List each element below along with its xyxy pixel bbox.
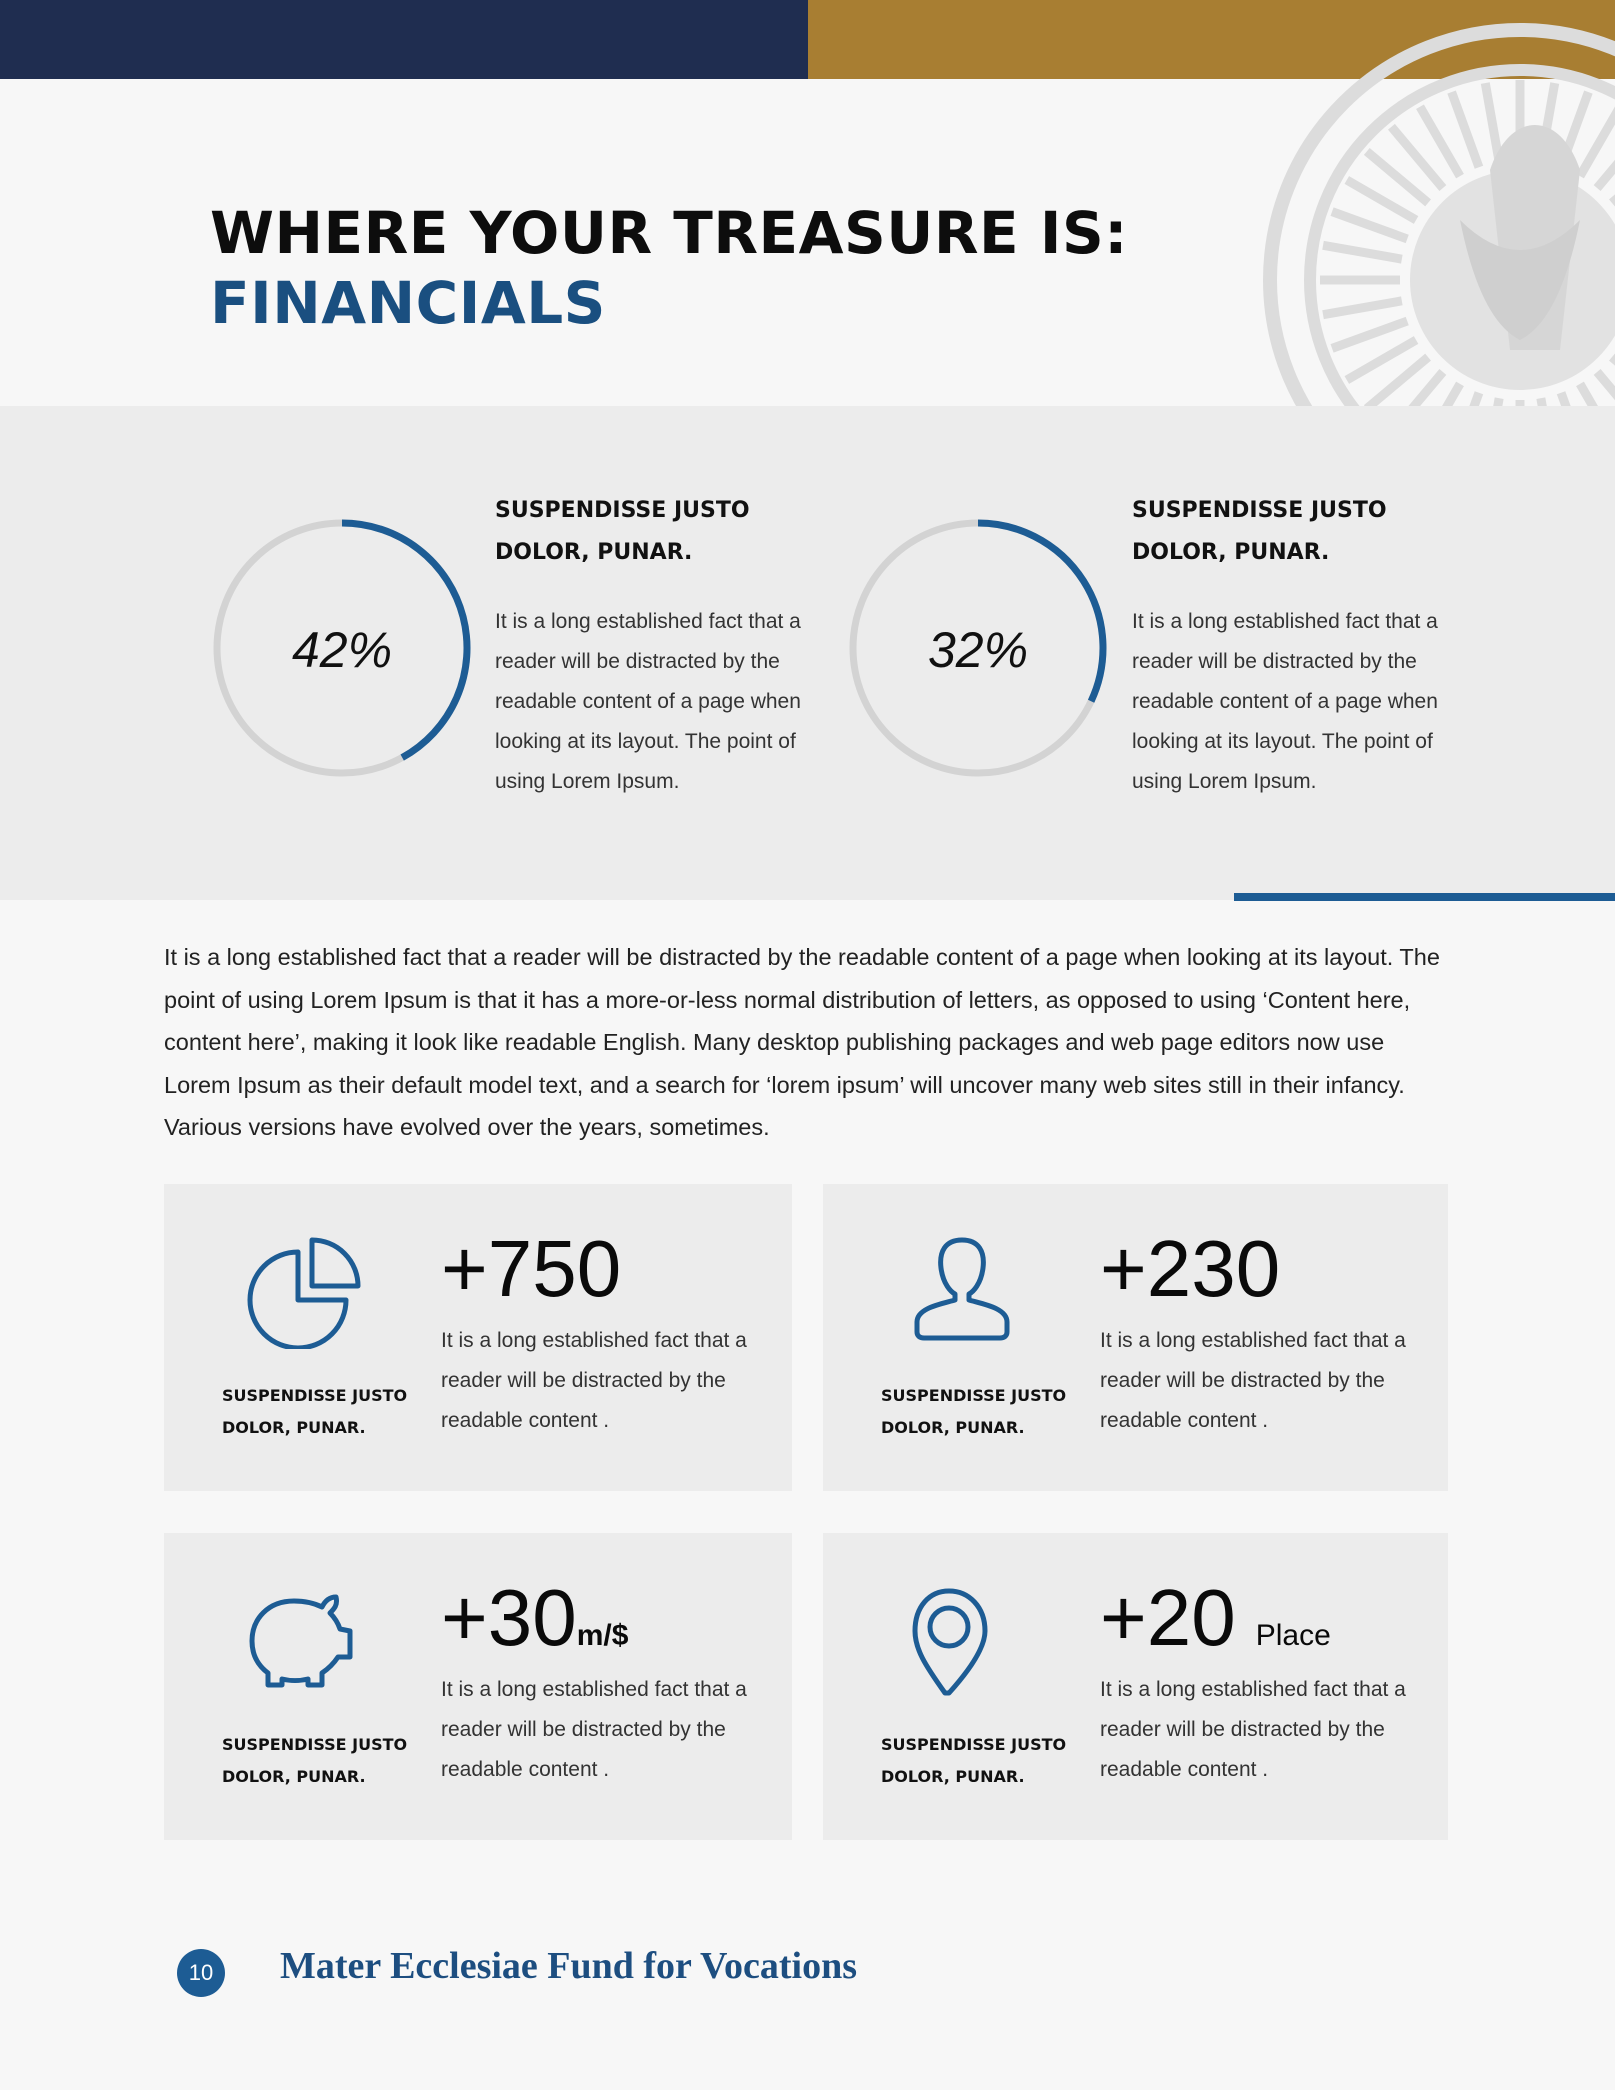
card-3-description: It is a long established fact that a reader will be distracted by the readable content . xyxy=(441,1678,747,1781)
card-2-number-value: +230 xyxy=(1100,1224,1281,1313)
seal-ray xyxy=(1580,107,1615,176)
seal-ray xyxy=(1485,83,1499,162)
card-4-label-line1: SUSPENDISSE JUSTO xyxy=(881,1735,1067,1754)
title-line-2: FINANCIALS xyxy=(210,269,606,337)
card-3-label-line1: SUSPENDISSE JUSTO xyxy=(222,1735,408,1754)
seal-ray xyxy=(1332,212,1407,239)
card-1-label xyxy=(222,1380,422,1444)
card-1-number xyxy=(441,1224,621,1314)
seal-ray xyxy=(1323,245,1402,259)
piggy-bank-icon xyxy=(246,1583,361,1698)
card-3-label-line2: DOLOR, PUNAR. xyxy=(222,1767,366,1786)
progress-ring-1 xyxy=(207,513,477,783)
stat-card-1 xyxy=(164,1184,792,1491)
card-1-number-value: +750 xyxy=(441,1224,622,1313)
card-2-number xyxy=(1100,1224,1280,1314)
card-1-label-line1: SUSPENDISSE JUSTO xyxy=(222,1386,408,1405)
card-1-label-line2: DOLOR, PUNAR. xyxy=(222,1418,366,1437)
accent-rule xyxy=(1234,893,1615,901)
stat-1-heading-line1: SUSPENDISSE JUSTO xyxy=(495,498,750,523)
stat-1-heading xyxy=(495,490,835,574)
intro-paragraph: It is a long established fact that a reader will be distracted by the readable content of a page when looking at its layout. The point of using Lorem Ipsum is that it has a more-or-less normal distribution of letters, as opposed to using ‘Content here, content here’, making it look like readable English. Many desktop publishing packages and web page editors now use Lorem Ipsum as their default model text, and a search for ‘lorem ipsum’ will uncover many web sites still in their infancy. Various versions have evolved over the years, sometimes. xyxy=(164,944,1440,1140)
card-4-label-line2: DOLOR, PUNAR. xyxy=(881,1767,1025,1786)
card-2-label xyxy=(881,1380,1081,1444)
card-1-description: It is a long established fact that a reader will be distracted by the readable content . xyxy=(441,1329,747,1432)
stat-2-heading xyxy=(1132,490,1472,574)
title-line-1: WHERE YOUR TREASURE IS: xyxy=(210,199,1128,267)
stat-2-heading-line1: SUSPENDISSE JUSTO xyxy=(1132,498,1387,523)
card-2-label-line1: SUSPENDISSE JUSTO xyxy=(881,1386,1067,1405)
seal-ray xyxy=(1452,92,1479,167)
stat-2-body: It is a long established fact that a reader will be distracted by the readable content of a page when looking at its layout. The point of using Lorem Ipsum. xyxy=(1132,610,1438,793)
seal-ray xyxy=(1332,321,1407,348)
card-2-label-line2: DOLOR, PUNAR. xyxy=(881,1418,1025,1437)
stat-2-heading-line2: DOLOR, PUNAR. xyxy=(1132,540,1330,565)
card-4-description: It is a long established fact that a reader will be distracted by the readable content . xyxy=(1100,1678,1406,1781)
stat-1-text xyxy=(495,490,835,802)
card-4-number-value: +20 xyxy=(1100,1573,1236,1662)
card-3-number-value: +30 xyxy=(441,1573,577,1662)
card-3-number xyxy=(441,1573,628,1681)
ring-2-percent-label: 32% xyxy=(927,622,1029,678)
stat-1-body: It is a long established fact that a reader will be distracted by the readable content of a page when looking at its layout. The point of using Lorem Ipsum. xyxy=(495,610,801,793)
footer-title: Mater Ecclesiae Fund for Vocations xyxy=(280,1945,857,1987)
stat-2-text xyxy=(1132,490,1472,802)
card-2-description: It is a long established fact that a reader will be distracted by the readable content . xyxy=(1100,1329,1406,1432)
seal-ray xyxy=(1323,301,1402,315)
pie-chart-icon xyxy=(246,1234,361,1349)
page-title xyxy=(210,198,1128,338)
stat-card-2 xyxy=(823,1184,1448,1491)
page-number-badge: 10 xyxy=(177,1949,225,1997)
stat-card-4 xyxy=(823,1533,1448,1840)
card-3-label xyxy=(222,1729,422,1793)
stat-card-3 xyxy=(164,1533,792,1840)
top-bar-navy xyxy=(0,0,808,79)
card-4-number-unit: Place xyxy=(1255,1619,1331,1652)
card-4-label xyxy=(881,1729,1081,1793)
ring-1-percent-label: 42% xyxy=(291,622,393,678)
progress-ring-2 xyxy=(843,513,1113,783)
card-3-number-unit: m/$ xyxy=(576,1619,629,1652)
user-icon xyxy=(905,1234,1020,1349)
stat-1-heading-line2: DOLOR, PUNAR. xyxy=(495,540,693,565)
card-4-number xyxy=(1100,1573,1331,1681)
map-pin-icon xyxy=(905,1583,1020,1698)
